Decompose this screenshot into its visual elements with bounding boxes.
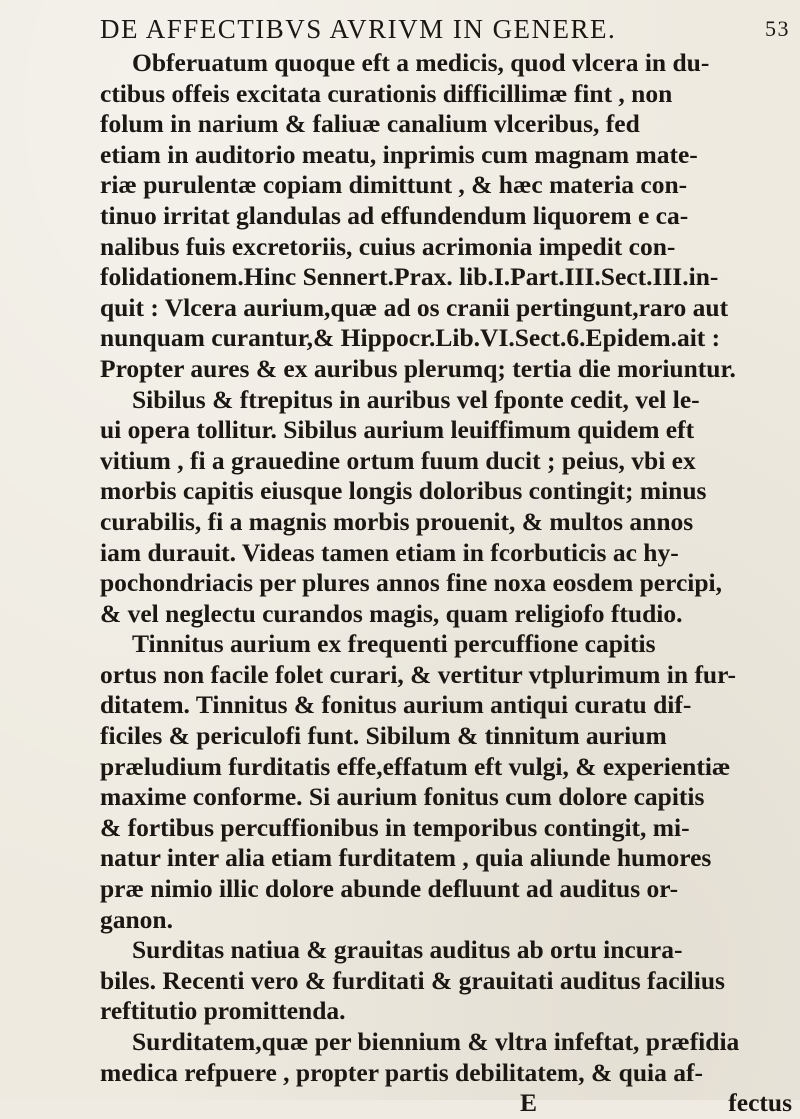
signature-mark: E [520,1088,538,1118]
text-line: Tinnitus aurium ex frequenti percuffione capitis [132,629,656,659]
text-line: biles. Recenti vero & furditati & grauitati auditus facilius [100,965,725,995]
body-text [100,48,792,1119]
text-line: Surditatem,quæ per biennium & vltra infeftat, præfidia [132,1027,740,1056]
text-line: iam durauit. Videas tamen etiam in fcorbuticis ac hy- [100,537,679,567]
text-line: folidationem.Hinc Sennert.Prax. lib.I.Part.III.Sect.III.in- [100,262,719,292]
footer-row [100,1088,792,1119]
running-head-title: DE AFFECTIBVS AVRIVM IN GENERE. [100,14,617,44]
text-line: Obferuatum quoque eft a medicis, quod vlcera in du- [132,48,710,77]
page-number: 53 [765,16,790,41]
text-line: morbis capitis eiusque longis doloribus contingit; minus [100,476,707,506]
text-line: ui opera tollitur. Sibilus aurium leuiffimum quidem eft [100,415,695,445]
text-line: præ nimio illic dolore abunde defluunt ad auditus or- [100,874,679,904]
text-line: ditatem. Tinnitus & fonitus aurium antiqui curatu dif- [100,690,692,720]
text-line: ortus non facile folet curari, & vertitur vtplurimum in fur- [100,659,736,689]
text-line: pochondriacis per plures annos fine noxa eosdem percipi, [100,568,722,598]
text-line: vitium , fi a grauedine ortum fuum ducit ; peius, vbi ex [100,445,696,475]
text-line: tinuo irritat glandulas ad effundendum liquorem e ca- [100,200,689,230]
text-line: maxime conforme. Si aurium fonitus cum dolore capitis [100,782,705,812]
text-line: curabilis, fi a magnis morbis prouenit, & multos annos [100,506,694,536]
text-line: folum in narium & faliuæ canalium vlceribus, fed [100,109,640,139]
text-line: ctibus offeis excitata curationis difficillimæ fint , non [100,78,673,108]
text-line: medica refpuere , propter partis debilitatem, & quia af- [100,1057,703,1087]
text-line: & fortibus percuffionibus in temporibus contingit, mi- [100,812,690,842]
text-line: & vel neglectu curandos magis, quam religiofo ftudio. [100,598,683,628]
text-line: reftitutio promittenda. [100,996,346,1026]
text-line: ganon. [100,904,173,934]
text-line: riæ purulentæ copiam dimittunt , & hæc materia con- [100,170,688,200]
text-line: quit : Vlcera aurium,quæ ad os cranii pertingunt,raro aut [100,292,729,322]
catchword: fectus [728,1088,792,1118]
text-line: natur inter alia etiam furditatem , quia aliunde humores [100,843,712,873]
text-line: etiam in auditorio meatu, inprimis cum magnam mate- [100,139,698,169]
text-line: Surditas natiua & grauitas auditus ab ortu incura- [132,935,683,965]
text-line: nalibus fuis excretoriis, cuius acrimonia impedit con- [100,231,676,261]
text-line: Propter aures & ex auribus plerumq; tertia die moriuntur. [100,353,736,383]
text-line: ficiles & periculofi funt. Sibilum & tinnitum aurium [100,721,667,751]
text-line: Sibilus & ftrepitus in auribus vel fponte cedit, vel le- [132,384,700,414]
text-line: nunquam curantur,& Hippocr.Lib.VI.Sect.6.Epidem.ait : [100,323,721,353]
text-line: præludium furditatis effe,effatum eft vulgi, & experientiæ [100,751,731,781]
